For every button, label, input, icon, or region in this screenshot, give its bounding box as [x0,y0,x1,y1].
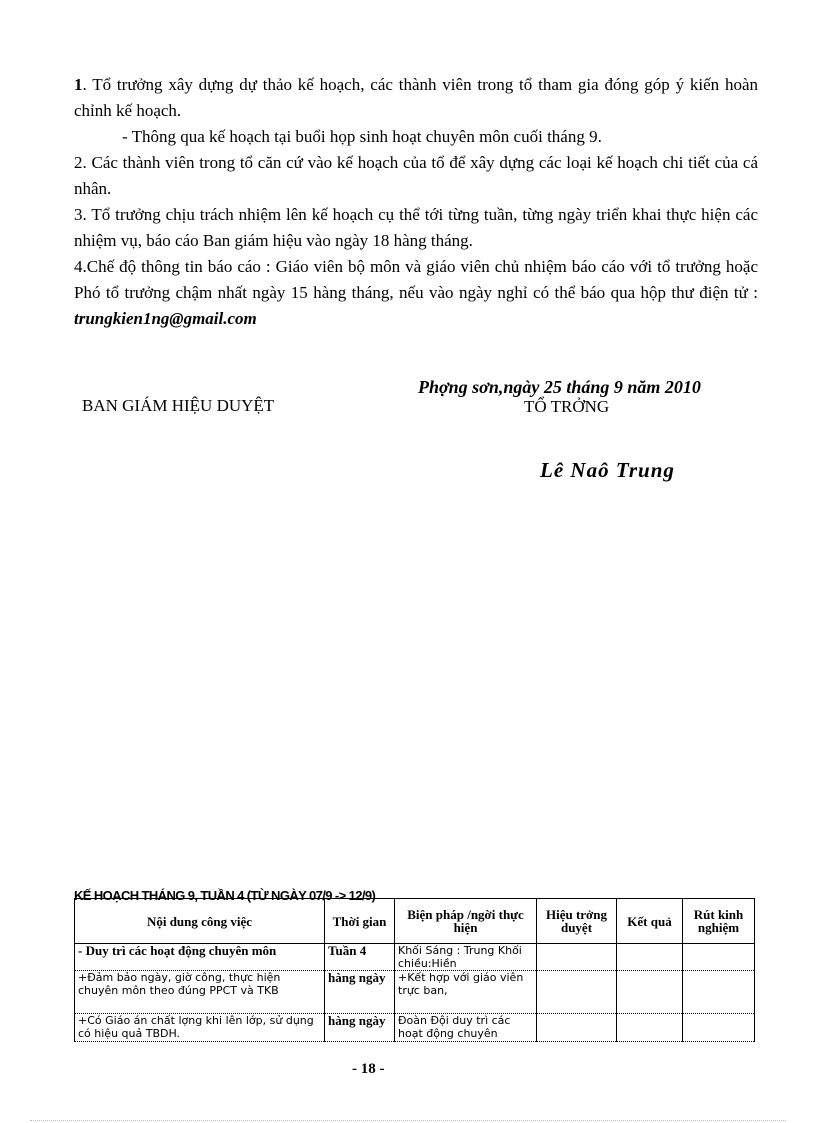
header-content: Nội dung công việc [75,899,325,944]
header-result: Kết quả [617,899,683,944]
plan-table [74,898,755,1042]
cell: +Có Giáo án chất lợng khi lên lớp, sử dụng có hiệu quả TBDH. [75,1014,325,1042]
cell: Tuần 4 [325,944,395,971]
email-address: trungkien1ng@gmail.com [74,309,257,328]
paragraph-1-sub: - Thông qua kế hoạch tại buổi họp sinh hoạt chuyên môn cuối tháng 9. [122,127,602,146]
cell: +Đảm bảo ngày, giờ công, thực hiện chuyên môn theo đúng PPCT và TKB [75,971,325,1014]
signature: Lê Naô Trung [540,458,675,482]
plan-title: KẾ HOẠCH THÁNG 9, TUẦN 4 (TỪ NGÀY 07/9 -> 12/9) [74,888,376,903]
cell: Khối Sáng : Trung Khối chiều:Hiền [395,944,537,971]
table-header-row [75,899,755,944]
cell [617,971,683,1014]
cell [617,944,683,971]
cell: +Kết hợp với giáo viên trực ban, [395,971,537,1014]
paragraph-4-text: 4.Chế độ thông tin báo cáo : Giáo viên bộ môn và giáo viên chủ nhiệm báo cáo với tổ trưởng hoặc Phó tổ trưởng chậm nhất ngày 15 hàng tháng, nếu vào ngày nghỉ có thể báo qua hộp thư điện tử : [74,257,758,302]
cell [683,971,755,1014]
paragraph-1-text: . Tổ trưởng xây dựng dự thảo kế hoạch, các thành viên trong tổ tham gia đóng góp ý kiến hoàn chỉnh kế hoạch. [74,75,758,120]
cell: Đoàn Đội duy trì các hoạt động chuyên [395,1014,537,1042]
paragraph-1 [74,72,758,124]
cell [537,971,617,1014]
footer-divider [30,1120,786,1121]
cell [537,1014,617,1042]
role-title: TỔ TRỞNG [524,397,610,416]
table-row [75,971,755,1014]
header-measures: Biện pháp /ngời thực hiện [395,899,537,944]
header-approval: Hiệu trởng duyệt [537,899,617,944]
body-text [74,72,758,332]
paragraph-4 [74,254,758,332]
cell: - Duy trì các hoạt động chuyên môn [75,944,325,971]
cell [683,944,755,971]
cell: hàng ngày [325,1014,395,1042]
cell [537,944,617,971]
paragraph-1-number: 1 [74,75,83,94]
cell [617,1014,683,1042]
paragraph-2: 2. Các thành viên trong tổ căn cứ vào kế hoạch của tổ để xây dựng các loại kế hoạch chi tiết của cá nhân. [74,153,758,198]
table-row [75,1014,755,1042]
table-row [75,944,755,971]
header-lessons: Rút kinh nghiệm [683,899,755,944]
page-number: - 18 - [352,1061,385,1077]
place-date: Phợng sơn,ngày 25 tháng 9 năm 2010 [418,377,701,397]
approval-heading: BAN GIÁM HIỆU DUYỆT [82,396,275,415]
cell [683,1014,755,1042]
cell: hàng ngày [325,971,395,1014]
header-time: Thời gian [325,899,395,944]
paragraph-3: 3. Tổ trưởng chịu trách nhiệm lên kế hoạch cụ thể tới từng tuần, từng ngày triển khai thực hiện các nhiệm vụ, báo cáo Ban giám hiệu vào ngày 18 hàng tháng. [74,205,758,250]
